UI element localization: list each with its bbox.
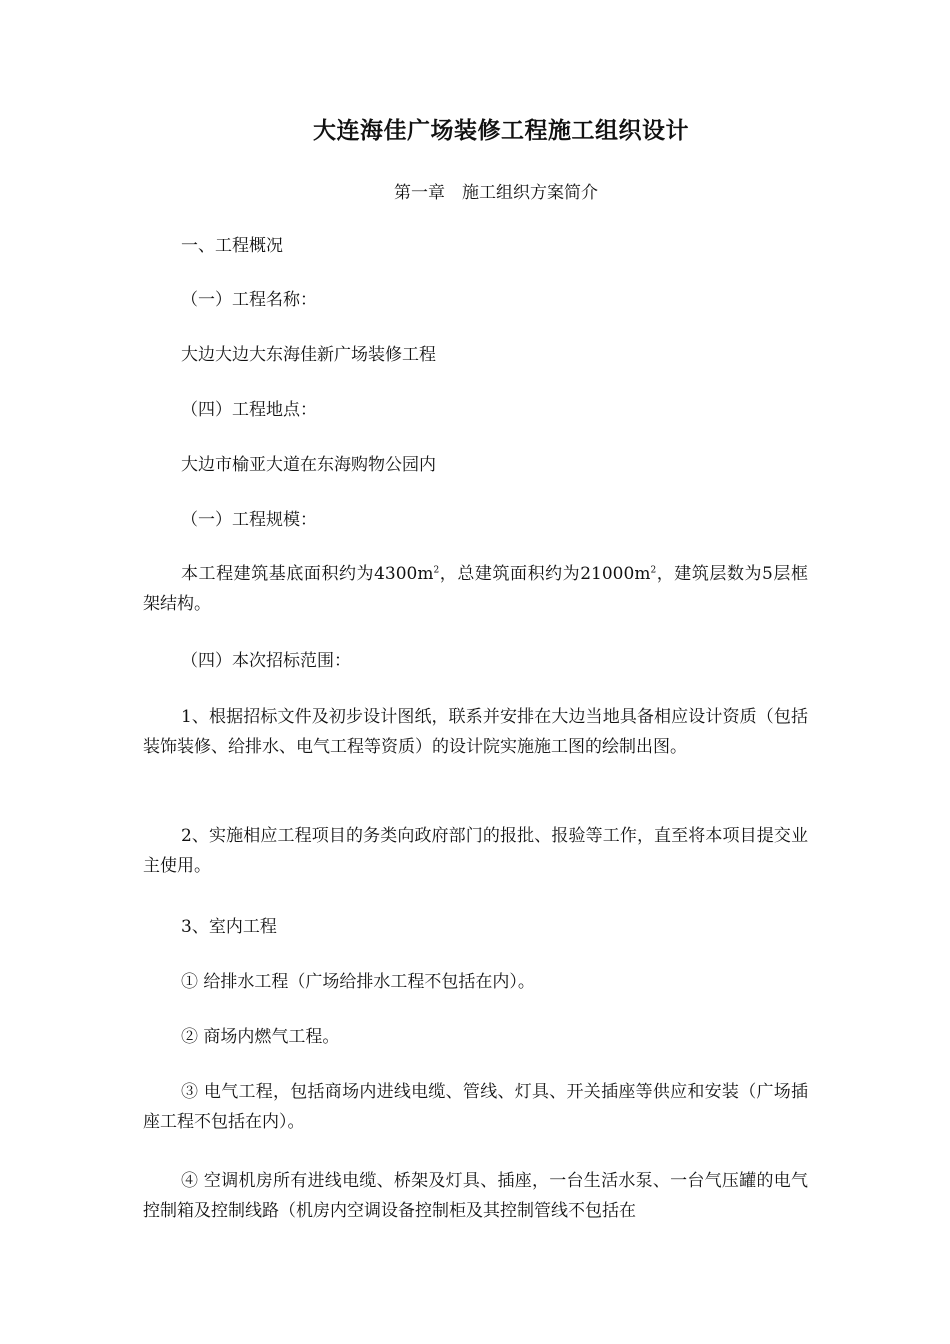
subheading-project-location: （四）工程地点： [181, 400, 317, 420]
scope-sub-item-3: ③ 电气工程，包括商场内进线电缆、管线、灯具、开关插座等供应和安装（广场插座工程不包括在内）。 [143, 1082, 808, 1132]
subheading-bid-scope: （四）本次招标范围： [181, 651, 351, 671]
subheading-project-scale: （一）工程规模： [181, 510, 317, 530]
scope-sub-item-1: ① 给排水工程（广场给排水工程不包括在内）。 [181, 972, 535, 992]
project-name-value: 大边大边大东海佳新广场装修工程 [181, 345, 436, 365]
scale-text-1: 本工程建筑基底面积约为4300m [181, 564, 434, 584]
subheading-project-name: （一）工程名称： [181, 290, 317, 310]
project-location-value: 大边市榆亚大道在东海购物公园内 [181, 455, 436, 475]
scope-sub-item-2: ② 商场内燃气工程。 [181, 1027, 340, 1047]
section-heading-overview: 一、工程概况 [181, 236, 283, 256]
scope-item-1: 1、根据招标文件及初步设计图纸，联系并安排在大边当地具备相应设计资质（包括装饰装修、给排水、电气工程等资质）的设计院实施施工图的绘制出图。 [143, 707, 808, 757]
scope-sub-item-4: ④ 空调机房所有进线电缆、桥架及灯具、插座，一台生活水泵、一台气压罐的电气控制箱及控制线路（机房内空调设备控制柜及其控制管线不包括在 [143, 1171, 808, 1221]
document-title: 大连海佳广场装修工程施工组织设计 [313, 118, 689, 144]
scale-text-2: ，总建筑面积约为21000m [439, 564, 651, 584]
scale-sup-2: 2 [650, 565, 657, 576]
scale-text-3: ，建筑层数为5层框架结构。 [143, 564, 808, 614]
scope-item-2: 2、实施相应工程项目的务类向政府部门的报批、报验等工作，直至将本项目提交业主使用。 [143, 826, 808, 876]
scale-sup-1: 2 [433, 565, 440, 576]
scope-item-3: 3、室内工程 [181, 917, 277, 937]
project-scale-paragraph [143, 559, 808, 619]
chapter-heading: 第一章 施工组织方案简介 [394, 183, 598, 203]
